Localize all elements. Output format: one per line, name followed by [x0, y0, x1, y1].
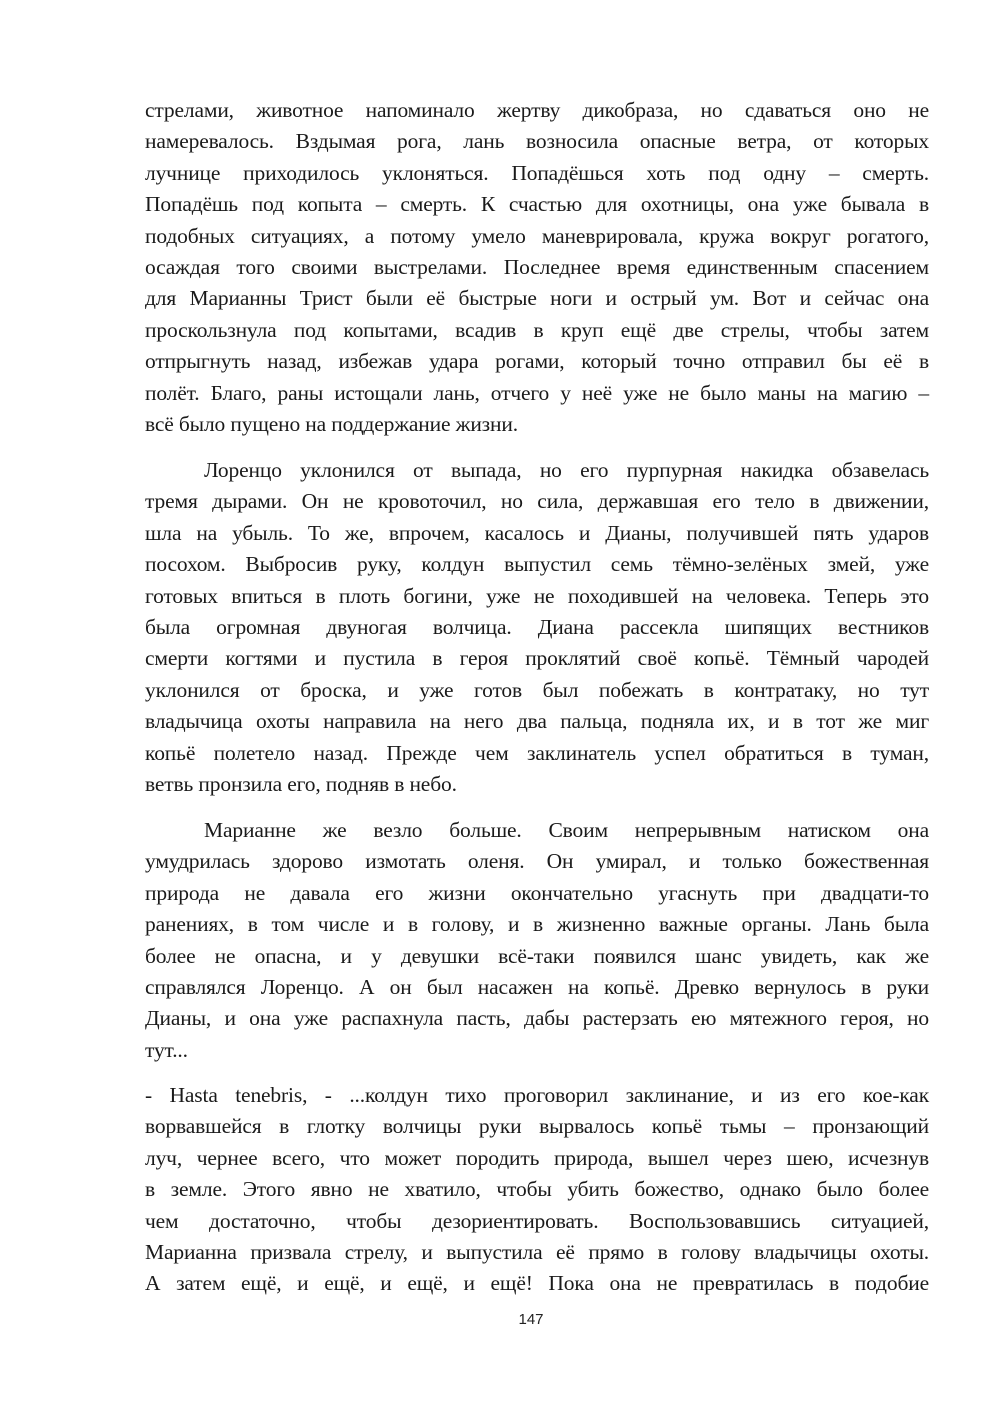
paragraph-1 — [145, 95, 929, 440]
text-line: ворвавшейся в глотку волчицы руки вырвалось копьё тьмы – пронзающий — [145, 1114, 929, 1139]
text-line: была огромная двуногая волчица. Диана рассекла шипящих вестников — [145, 614, 929, 639]
text-line: копьё полетело назад. Прежде чем заклинатель успел обратиться в туман, — [145, 740, 929, 765]
text-line: смерти когтями и пустила в героя проклятий своё копьё. Тёмный чародей — [145, 646, 929, 671]
text-line: Попадёшь под копыта – смерть. К счастью для охотницы, она уже бывала в — [145, 192, 929, 217]
text-line: А затем ещё, и ещё, и ещё, и ещё! Пока она не превратилась в подобие — [145, 1271, 929, 1296]
text-line: лучнице приходилось уклоняться. Попадёшься хоть под одну – смерть. — [145, 160, 929, 185]
page-number: 147 — [518, 1311, 544, 1328]
text-line: ветвь пронзила его, подняв в небо. — [145, 771, 457, 796]
text-line: уклонился от броска, и уже готов был побежать в контратаку, но тут — [145, 677, 929, 702]
paragraph-4 — [145, 1080, 929, 1300]
text-line: стрелами, животное напоминало жертву дикобраза, но сдаваться оно не — [145, 98, 929, 122]
text-line: тут... — [145, 1037, 188, 1062]
text-line: готовых впиться в плоть богини, уже не походившей на человека. Теперь это — [145, 583, 929, 608]
text-line: в земле. Этого явно не хватило, чтобы убить божество, однако было более — [145, 1177, 929, 1202]
text-line: всё было пущено на поддержание жизни. — [145, 411, 518, 436]
paragraph-2 — [145, 455, 929, 800]
text-line: шла на убыль. То же, впрочем, касалось и Дианы, получившей пять ударов — [145, 520, 929, 545]
text-line: осаждая того своими выстрелами. Последнее время единственным спасением — [145, 254, 929, 279]
text-line: - Hasta tenebris, - ...колдун тихо проговорил заклинание, и из его кое-как — [145, 1083, 929, 1107]
text-line: полёт. Благо, раны истощали лань, отчего у неё уже не было маны на магию – — [145, 380, 929, 405]
text-line: Марианна призвала стрелу, и выпустила её прямо в голову владычицы охоты. — [145, 1239, 929, 1264]
text-line: чем достаточно, чтобы дезориентировать. Воспользовавшись ситуацией, — [145, 1208, 929, 1233]
text-line: ранениях, в том числе и в голову, и в жизненно важные органы. Лань была — [145, 912, 929, 937]
text-line: подобных ситуациях, а потому умело маневрировала, кружа вокруг рогатого, — [145, 223, 929, 248]
text-line: Лоренцо уклонился от выпада, но его пурпурная накидка обзавелась — [204, 458, 929, 482]
text-line: посохом. Выбросив руку, колдун выпустил семь тёмно-зелёных змей, уже — [145, 552, 929, 577]
text-line: справлялся Лоренцо. А он был насажен на копьё. Древко вернулось в руки — [145, 974, 929, 999]
text-line: проскользнула под копытами, всадив в круп ещё две стрелы, чтобы затем — [145, 317, 929, 342]
text-line: умудрилась здорово измотать оленя. Он умирал, и только божественная — [145, 849, 929, 874]
text-line: отпрыгнуть назад, избежав удара рогами, который точно отправил бы её в — [145, 349, 929, 374]
text-line: тремя дырами. Он не кровоточил, но сила, державшая его тело в движении, — [145, 489, 929, 514]
text-line: более не опасна, и у девушки всё-таки появился шанс увидеть, как же — [145, 943, 929, 968]
text-line: Марианне же везло больше. Своим непрерывным натиском она — [204, 818, 929, 842]
text-line: Дианы, и она уже распахнула пасть, дабы растерзать ею мятежного героя, но — [145, 1006, 929, 1031]
text-line: для Марианны Трист были её быстрые ноги и острый ум. Вот и сейчас она — [145, 286, 929, 311]
text-line: природа не давала его жизни окончательно угаснуть при двадцати-то — [145, 880, 929, 905]
text-line: владычица охоты направила на него два пальца, подняла их, и в тот же миг — [145, 709, 929, 734]
text-line: луч, чернее всего, что может породить природа, вышел через шею, исчезнув — [145, 1145, 929, 1170]
text-line: намеревалось. Вздымая рога, лань возносила опасные ветра, от которых — [145, 129, 929, 154]
paragraph-3 — [145, 815, 929, 1066]
